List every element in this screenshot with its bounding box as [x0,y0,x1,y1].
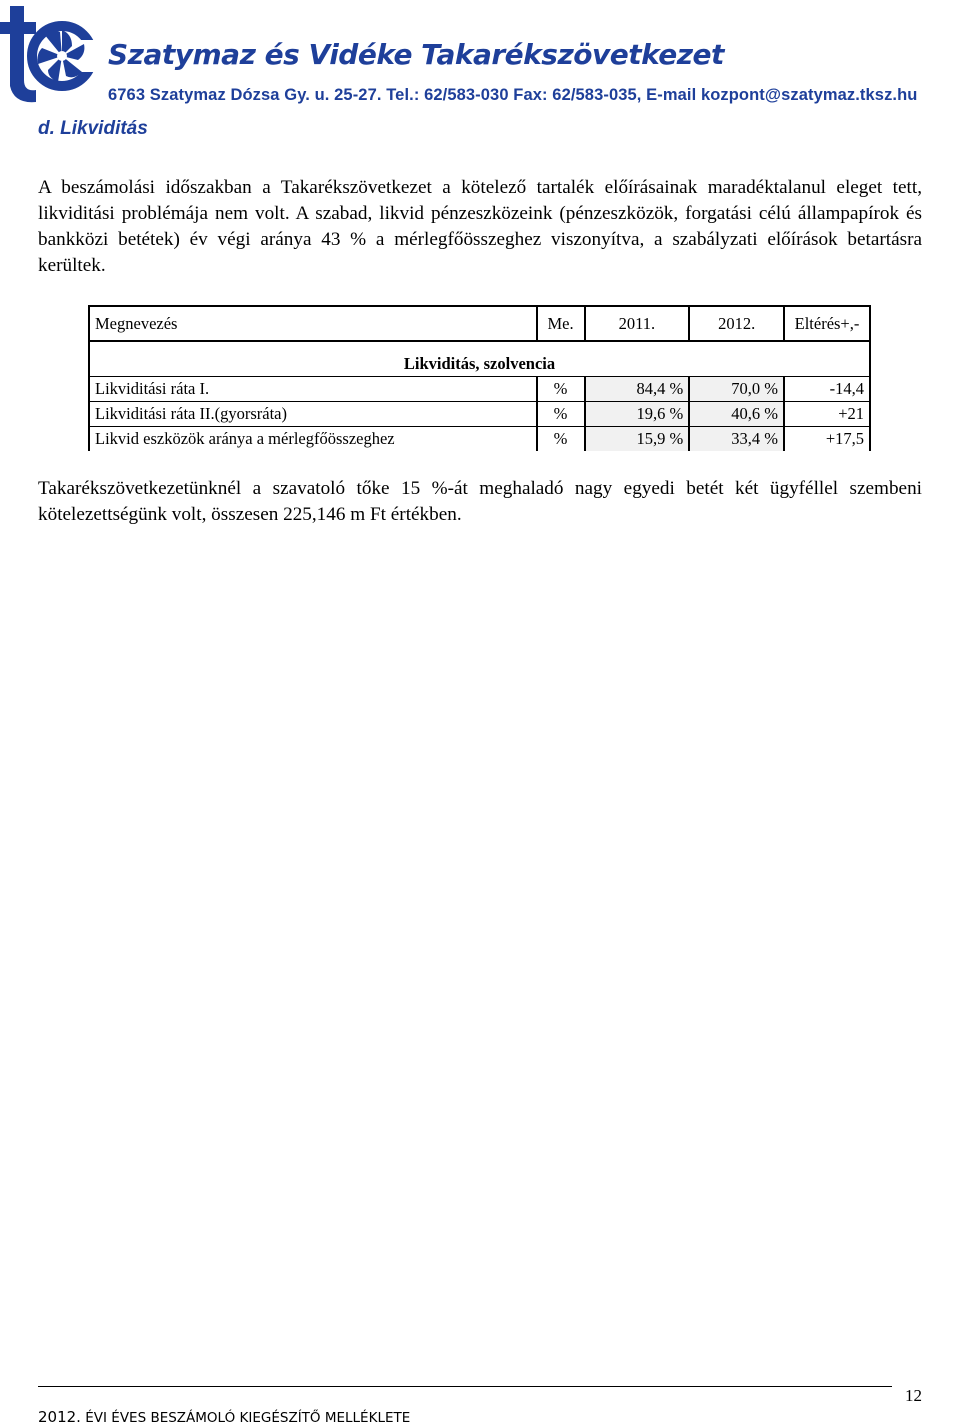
row-value-2011: 19,6 % [585,402,690,427]
header-difference: Eltérés+,- [784,306,870,341]
row-label: Likvid eszközök aránya a mérlegfőösszeghez [89,427,537,452]
company-name: Szatymaz és Vidéke Takarékszövetkezet [108,38,724,71]
header-2012: 2012. [689,306,784,341]
table-row [89,402,870,427]
row-value-2011: 84,4 % [585,377,690,402]
group-title: Likviditás, szolvencia [89,341,870,377]
footer-divider [38,1386,892,1387]
row-label: Likviditási ráta I. [89,377,537,402]
footer-document-title: ÉVI ÉVES BESZÁMOLÓ KIEGÉSZÍTŐ MELLÉKLETE [85,1410,411,1426]
row-value-2012: 40,6 % [689,402,784,427]
row-unit: % [537,427,585,452]
table-row [89,377,870,402]
footer-year: 2012. [38,1408,81,1426]
header-2011: 2011. [585,306,690,341]
row-value-2012: 70,0 % [689,377,784,402]
liquidity-table [88,305,871,451]
large-deposit-paragraph: Takarékszövetkezetünknél a szavatoló tőke 15 %-át meghaladó nagy egyedi betét két ügyféllel szembeni kötelezettségünk volt, összesen 225,146 m Ft értékben. [38,478,922,525]
table-header-row [89,306,870,341]
row-difference: +21 [784,402,870,427]
table-group-row [89,341,870,377]
footer-title [38,1408,410,1426]
row-difference: -14,4 [784,377,870,402]
row-difference: +17,5 [784,427,870,452]
row-unit: % [537,377,585,402]
row-unit: % [537,402,585,427]
header-unit: Me. [537,306,585,341]
row-value-2011: 15,9 % [585,427,690,452]
row-value-2012: 33,4 % [689,427,784,452]
liquidity-paragraph: A beszámolási időszakban a Takarékszövetkezet a kötelező tartalék előírásainak maradéktalanul eleget tett, likviditási problémája nem volt. A szabad, likvid pénzeszközeink (pénzeszközök, forgatási célú állampapírok és bankközi betétek) év végi aránya 43 % a mérlegfőösszeghez viszonyítva, a szabályzati előírások betartásra kerültek. [38,177,922,276]
page-number: 12 [905,1386,922,1405]
row-label: Likviditási ráta II.(gyorsráta) [89,402,537,427]
header-megnevezes: Megnevezés [89,306,537,341]
section-title: d. Likviditás [38,118,148,139]
tksz-logo-icon [0,0,100,108]
table-row [89,427,870,452]
company-address: 6763 Szatymaz Dózsa Gy. u. 25-27. Tel.: 62/583-030 Fax: 62/583-035, E-mail kozpont@szatymaz.tksz.hu [108,86,918,104]
